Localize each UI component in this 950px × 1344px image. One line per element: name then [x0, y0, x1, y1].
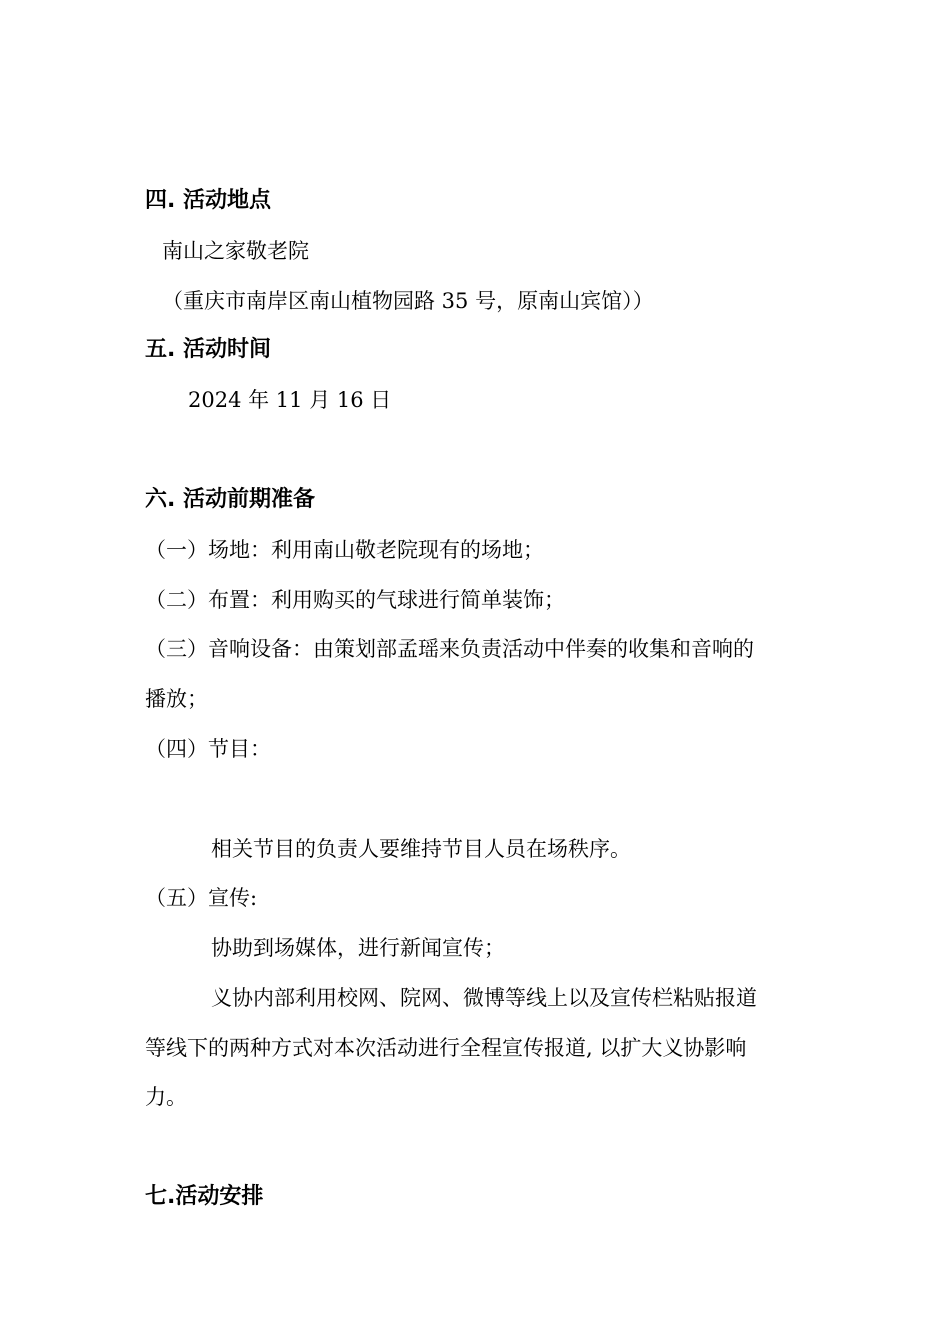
section-5-heading: 五. 活动时间 — [145, 337, 272, 362]
prep-item-audio-cont: 播放； — [145, 687, 208, 711]
prep-item-venue: （一）场地：利用南山敬老院现有的场地； — [145, 538, 544, 562]
activity-address: （重庆市南岸区南山植物园路 35 号，原南山宾馆）） — [162, 289, 654, 313]
prep-item-audio: （三）音响设备：由策划部孟瑶来负责活动中伴奏的收集和音响的 — [145, 637, 754, 661]
section-6-heading: 六. 活动前期准备 — [145, 487, 316, 512]
prep-item-program: （四）节目： — [145, 737, 271, 761]
prep-item-decoration: （二）布置：利用购买的气球进行简单装饰； — [145, 588, 565, 612]
activity-date: 2024 年 11 月 16 日 — [188, 388, 392, 412]
publicity-line-3: 等线下的两种方式对本次活动进行全程宣传报道, 以扩大义协影响 — [145, 1036, 747, 1060]
activity-place: 南山之家敬老院 — [162, 239, 309, 263]
section-4-heading: 四. 活动地点 — [145, 188, 272, 213]
publicity-line-4: 力。 — [145, 1085, 187, 1109]
publicity-line-2: 义协内部利用校网、院网、微博等线上以及宣传栏粘贴报道 — [211, 986, 757, 1010]
publicity-line-1: 协助到场媒体，进行新闻宣传； — [211, 936, 505, 960]
program-note: 相关节目的负责人要维持节目人员在场秩序。 — [211, 837, 631, 861]
prep-item-publicity: （五）宣传: — [145, 886, 258, 910]
section-7-heading: 七.活动安排 — [145, 1184, 264, 1209]
